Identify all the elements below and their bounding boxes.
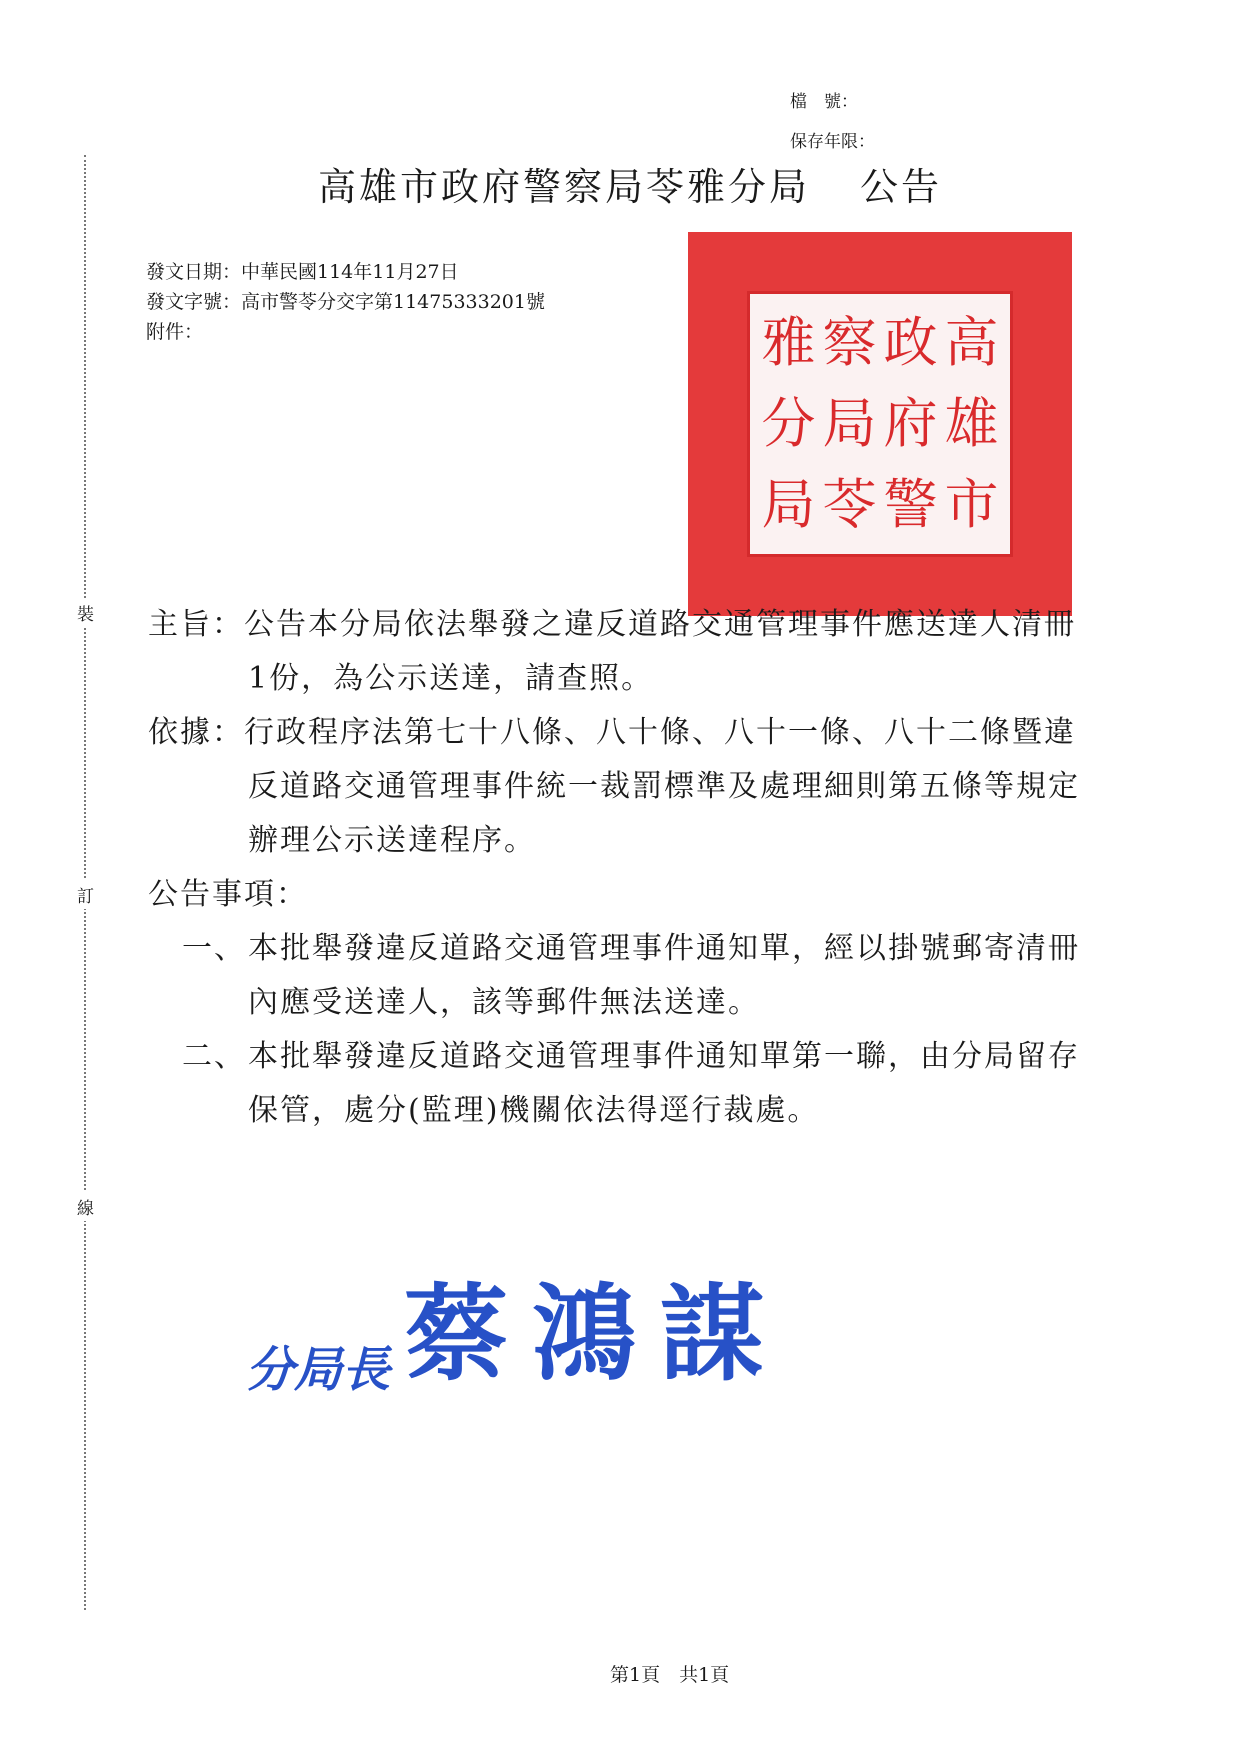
seal-char: 高 (944, 310, 999, 374)
file-number-label: 檔 號： (790, 92, 858, 112)
item-2-line-1: 本批舉發違反道路交通管理事件通知單第一聯，由分局留存 (248, 1039, 1080, 1074)
basis-line-2: 反道路交通管理事件統一裁罰標準及處理細則第五條等規定 (248, 769, 1080, 804)
item-1-line-1: 本批舉發違反道路交通管理事件通知單，經以掛號郵寄清冊 (248, 931, 1080, 966)
page-title (318, 156, 942, 211)
seal-char: 雅 (761, 310, 816, 374)
seal-char: 察 (822, 310, 877, 374)
seal-char: 警 (883, 473, 938, 537)
binding-mark-ding: 訂 (77, 880, 94, 909)
subject-line-1: 主旨：公告本分局依法舉發之違反道路交通管理事件應送達人清冊 (148, 607, 1076, 642)
official-seal (688, 232, 1072, 616)
binding-mark-zhuang: 裝 (77, 598, 94, 627)
item-1-line-2: 內應受送達人，該等郵件無法送達。 (248, 985, 760, 1020)
seal-char: 局 (822, 391, 877, 455)
seal-char: 市 (944, 473, 999, 537)
issue-number: 發文字號：高市警苓分交字第11475333201號 (146, 291, 545, 313)
announcement-heading: 公告事項： (148, 877, 308, 912)
seal-characters (758, 302, 1002, 546)
signature-stamp (246, 1250, 788, 1400)
seal-char: 苓 (822, 473, 877, 537)
seal-char: 政 (883, 310, 938, 374)
seal-char: 分 (761, 391, 816, 455)
binding-mark-xian: 線 (77, 1192, 94, 1221)
subject-line-2: 1份，為公示送達，請查照。 (248, 661, 654, 696)
seal-char: 府 (883, 391, 938, 455)
item-2-line-2: 保管，處分(監理)機關依法得逕行裁處。 (248, 1093, 820, 1128)
page-number: 第1頁 共1頁 (610, 1664, 730, 1686)
attachment-label: 附件： (146, 321, 204, 343)
item-1-number: 一、 (182, 931, 246, 966)
signature-title: 分局長 (246, 1342, 391, 1398)
seal-char: 局 (761, 473, 816, 537)
basis-line-3: 辦理公示送達程序。 (248, 823, 536, 858)
retention-period-label: 保存年限： (790, 132, 875, 152)
item-2-number: 二、 (182, 1039, 246, 1074)
basis-line-1: 依據：行政程序法第七十八條、八十條、八十一條、八十二條暨違 (148, 715, 1076, 750)
issue-date: 發文日期：中華民國114年11月27日 (146, 261, 459, 283)
signature-name: 蔡鴻謀 (404, 1273, 789, 1395)
seal-inner-field (750, 294, 1010, 554)
seal-char: 雄 (944, 391, 999, 455)
issuing-agency: 高雄市政府警察局苓雅分局 (318, 165, 811, 209)
document-type: 公告 (860, 165, 943, 209)
